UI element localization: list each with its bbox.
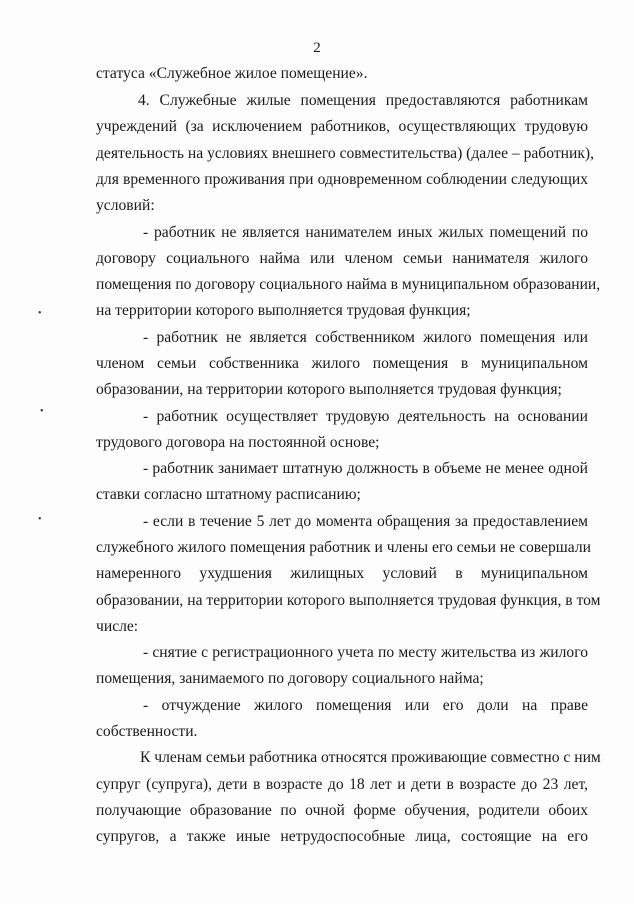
text-line: супруг (супруга), дети в возрасте до 18 лет и дети в возрасте до 23 лет, <box>96 776 588 793</box>
text-line: на территории которого выполняется трудовая функция; <box>96 302 471 319</box>
text-line: числе: <box>96 618 139 635</box>
text-line: - работник не является нанимателем иных жилых помещений по <box>143 224 588 241</box>
text-line: - снятие с регистрационного учета по месту жительства из жилого <box>143 644 588 661</box>
text-line: образовании, на территории которого выполняется трудовая функция; <box>96 381 562 398</box>
text-line: намеренного ухудшения жилищных условий в муниципальном <box>96 565 588 582</box>
text-line: - работник не является собственником жилого помещения или <box>143 329 588 346</box>
scan-speck: • <box>40 406 44 417</box>
text-line: собственности. <box>96 723 198 740</box>
text-line: учреждений (за исключением работников, осуществляющих трудовую <box>96 118 588 135</box>
text-line: условий: <box>96 197 155 214</box>
text-line: служебного жилого помещения работник и члены его семьи не совершали <box>96 539 591 556</box>
text-line: получающие образование по очной форме обучения, родители обоих <box>96 802 588 819</box>
text-line: ставки согласно штатному расписанию; <box>96 486 361 503</box>
text-line: - работник занимает штатную должность в объеме не менее одной <box>143 460 588 477</box>
text-line: - отчуждение жилого помещения или его доли на праве <box>143 697 588 714</box>
text-line: трудового договора на постоянной основе; <box>96 434 380 451</box>
text-line: помещения, занимаемого по договору социального найма; <box>96 670 484 687</box>
text-line: супругов, а также иные нетрудоспособные лица, состоящие на его <box>96 828 588 845</box>
scan-speck: • <box>38 514 42 525</box>
text-line: образовании, на территории которого выполняется трудовая функция, в том <box>96 592 601 609</box>
text-line: К членам семьи работника относятся проживающие совместно с ним <box>140 749 601 766</box>
page-number: 2 <box>313 40 321 56</box>
text-line: помещения по договору социального найма в муниципальном образовании, <box>96 276 601 293</box>
scan-speck: • <box>38 308 42 319</box>
text-line: - если в течение 5 лет до момента обращения за предоставлением <box>143 513 588 530</box>
text-line: деятельность на условиях внешнего совместительства) (далее – работник), <box>96 145 595 162</box>
text-line: договору социального найма или членом семьи нанимателя жилого <box>96 250 588 267</box>
text-line: для временного проживания при одновременном соблюдении следующих <box>96 171 588 188</box>
text-line: 4. Служебные жилые помещения предоставляются работникам <box>138 92 588 109</box>
text-line: членом семьи собственника жилого помещения в муниципальном <box>96 355 588 372</box>
text-line: статуса «Служебное жилое помещение». <box>96 65 368 82</box>
text-line: - работник осуществляет трудовую деятельность на основании <box>143 408 588 425</box>
